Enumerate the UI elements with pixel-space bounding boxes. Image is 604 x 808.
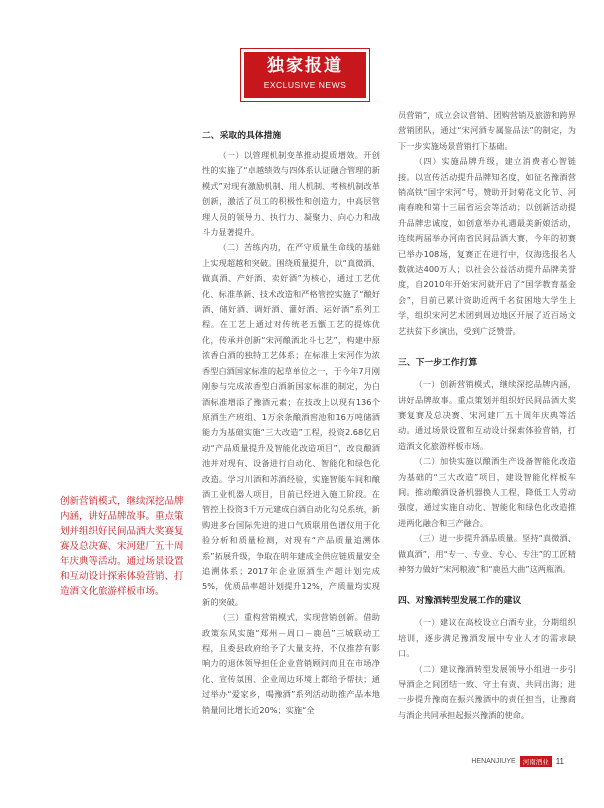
pull-quote: 创新营销模式，继续深挖品牌内涵，讲好品牌故事。重点策划并组织好民间品酒大奖赛复赛及总决赛、宋河建厂五十周年庆典等活动。通过场景设置和互动设计探索体验营销、打造酒文化旅游样板市场。 [60,496,184,597]
page-number: 11 [555,757,564,766]
paragraph: （二）建议豫酒转型发展领导小组进一步引导酒企之间团结一致、守土有责、共同出海；进一步提升豫商在振兴豫酒中的责任担当，让豫商与酒企共同承担起振兴豫酒的使命。 [398,663,576,720]
footer-tag: 河南酒业 [520,756,552,767]
paragraph: （二）苦练内功，在严守质量生命线的基础上实现超越和突破。围绕质量提升，以“真微酒、做真酒、产好酒、卖好酒”为核心，通过工艺优化、标准革新、技术改造和严格管控实施了“酿好酒、储好酒、调好酒、灌好酒、运好酒”系列工程。在工艺上通过对传统老五甑工艺的提炼优化，传承并创新“宋河酿酒北斗七艺”，构建中原浓香白酒的独特工艺体系；在标准上宋河作为浓香型白酒国家标准的起草单位之一，于今年7月刚刚参与完成浓香型白酒新国家标准的制定，为白酒标准增添了豫酒元素；在技改上以现有136个原酒生产班组、1万余条酿酒窖池和16万吨储酒能力为基础实施“三大改造”工程，投资2.68亿启动“产品质量提升及智能化改造项目”，改良酿酒池并对现有、设备进行自动化、智能化和绿色化改造。学习川酒和苏酒经验，实施智能车间和酿酒工业机器人项目，目前已经进入施工阶段。在管控上投资3千万元建成白酒自动化勾兑系统，新购进多台国际先进的进口气质联用色谱仪用于化验分析和质量检测，对现有“产品质量追溯体系”拓展升级，争取在明年建成全供应链质量安全追溯体系；2017年企业原酒生产超计划完成5%，优质品率超计划提升12%，产质量均实现新的突破。 [202,242,380,607]
left-column [202,124,380,718]
section-header [244,52,366,98]
paragraph: （三）重构营销模式，实现营销创新。借助政策东风实施“郑州－周口－鹿邑”三城联动工程，且委县政府给予了大量支持，不仅推荐有影响力的退休领导担任企业营销顾问而且在市场净化、宣传氛围、企业周边环境上都给予帮扶；通过举办“爱家乡，喝豫酒”系列活动助推产品本地销量同比增长近20%；实施“全 [202,612,380,715]
paragraph: （一）以管理机制变革推动提质增效。开创性的实施了“卓越绩效与四体系认证融合管理的新模式”对现有激励机制、用人机制、考核机制改革创新，激活了员工的积极性和创造力，中高层管理人员的领导力、执行力、凝聚力、向心力和战斗力显著提升。 [202,150,380,238]
section-title: 独家报道 [267,56,343,76]
right-column [398,108,576,723]
paragraph: （四）实施品牌升级，建立消费者心智链接。以宣传活动提升品牌知名度，如征名豫酒营销高铁“国字宋河”号，赞助开封菊花文化节、河南春晚和第十三届省运会等活动；以创新活动提升品牌忠诚度，如创意举办礼遇最美新娘活动，连续两届举办河南省民间品酒大赛，今年的初赛已举办108场，复赛正在进行中，仅海选报名人数就达400万人；以社会公益活动提升品牌美誉度，自2010年开始宋河就开启了“国学教育基金会”，目前已累计资助近两千名贫困地大学生上学，组织宋河艺术团到周边地区开展了近百场文艺扶贫下乡演出，受到广泛赞誉。 [398,156,576,336]
paragraph: （三）进一步提升酒品质量。坚持“真微酒、做真酒”，用“专一、专业、专心、专注”的工匠精神努力做好“宋河粮液”和“鹿邑大曲”这两瓶酒。 [398,533,576,574]
footer-brand: HENANJIUYE [471,758,516,765]
page-footer [471,756,564,767]
section-subtitle: EXCLUSIVE NEWS [263,80,347,90]
paragraph: （二）加快实施以酿酒生产设备智能化改造为基础的“三大改造”项目，建设智能化样板车间。推动酿酒设备机器换人工程，降低工人劳动强度，通过实施自动化、智能化和绿色化改造推进两化融合和三产融合。 [398,456,576,528]
paragraph: （一）建议在高校设立白酒专业，分期组织培训，逐步满足豫酒发展中专业人才的需求缺口。 [398,617,576,659]
paragraph-continuation: 员营销”，成立会议营销、团购营销及旅游和跨界营销团队，通过“宋河酒专属鉴品法”的制定，为下一步实施场景营销打下基础。 [398,110,576,151]
paragraph: （一）创新营销模式，继续深挖品牌内涵，讲好品牌故事。重点策划并组织好民间品酒大奖赛复赛及总决赛、宋河建厂五十周年庆典等活动。通过场景设置和互动设计探索体验营销，打造酒文化旅游样板市场。 [398,379,576,451]
heading-next-steps: 三、下一步工作打算 [398,358,478,369]
heading-suggestions: 四、对豫酒转型发展工作的建议 [398,596,522,607]
heading-measures: 二、采取的具体措施 [202,131,282,141]
